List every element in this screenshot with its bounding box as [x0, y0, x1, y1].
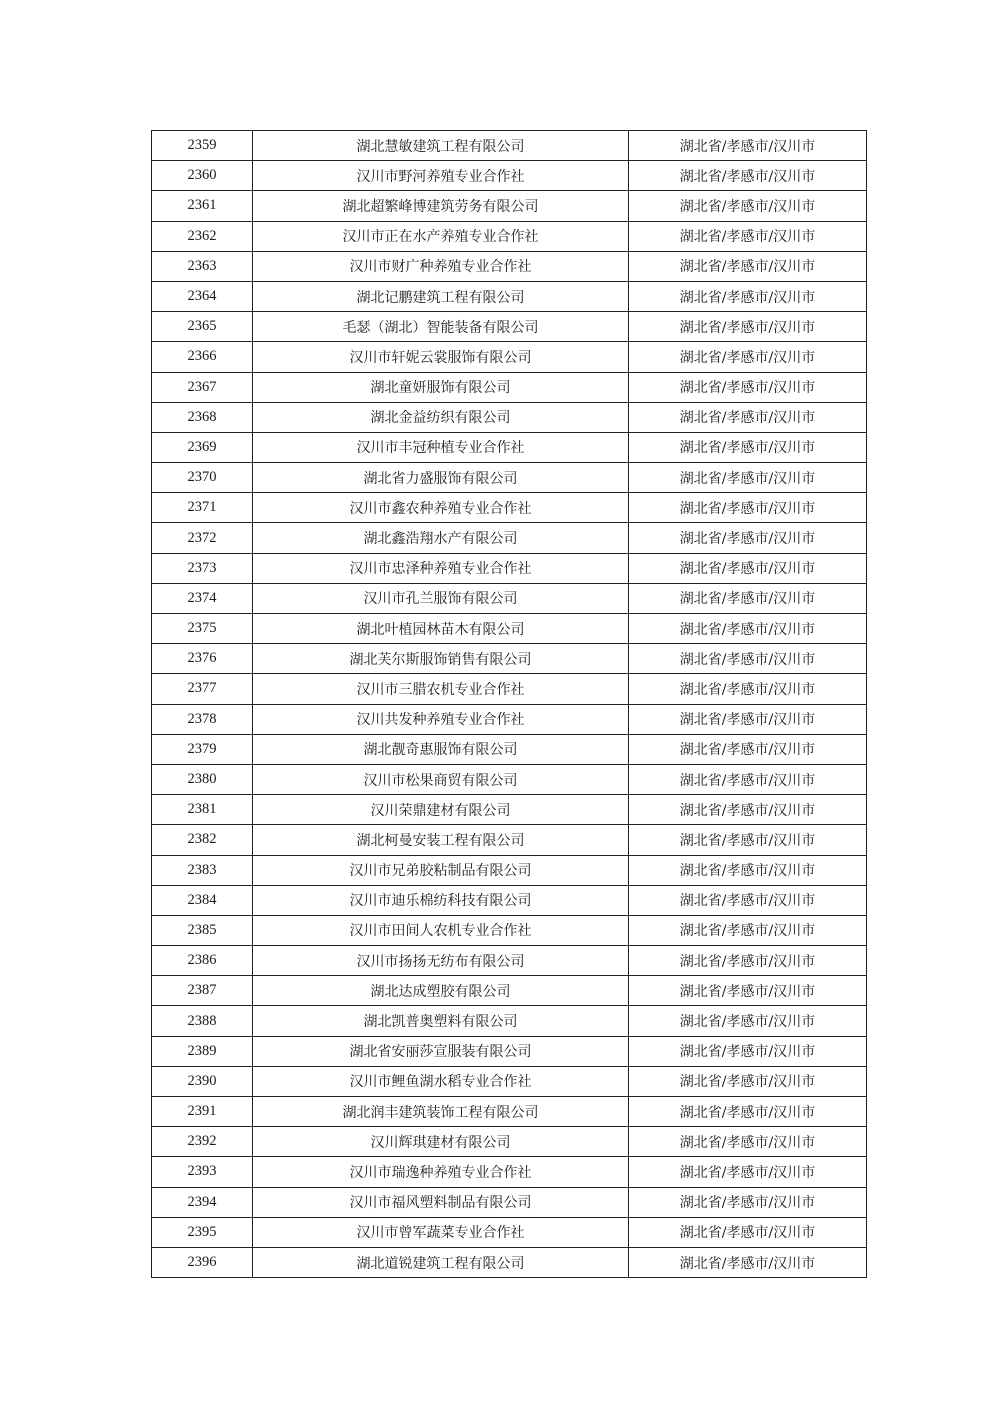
company-name-cell: 湖北达成塑胶有限公司	[253, 976, 629, 1006]
table-row	[152, 463, 867, 493]
table-row	[152, 342, 867, 372]
company-name-cell: 湖北叶植园林苗木有限公司	[253, 614, 629, 644]
location-cell: 湖北省/孝感市/汉川市	[629, 1127, 867, 1157]
row-number-cell: 2370	[152, 463, 253, 493]
table-row	[152, 131, 867, 161]
location-cell: 湖北省/孝感市/汉川市	[629, 161, 867, 191]
location-cell: 湖北省/孝感市/汉川市	[629, 553, 867, 583]
table-row	[152, 251, 867, 281]
row-number-cell: 2373	[152, 553, 253, 583]
location-cell: 湖北省/孝感市/汉川市	[629, 342, 867, 372]
company-name-cell: 汉川市孔兰服饰有限公司	[253, 583, 629, 613]
table-row	[152, 885, 867, 915]
row-number-cell: 2359	[152, 131, 253, 161]
company-name-cell: 湖北柯曼安装工程有限公司	[253, 825, 629, 855]
table-row	[152, 553, 867, 583]
company-name-cell: 汉川市财广种养殖专业合作社	[253, 251, 629, 281]
table-row	[152, 221, 867, 251]
row-number-cell: 2377	[152, 674, 253, 704]
location-cell: 湖北省/孝感市/汉川市	[629, 915, 867, 945]
company-name-cell: 湖北凯普奥塑料有限公司	[253, 1006, 629, 1036]
table-row	[152, 915, 867, 945]
row-number-cell: 2367	[152, 372, 253, 402]
company-name-cell: 汉川市瑞逸种养殖专业合作社	[253, 1157, 629, 1187]
row-number-cell: 2372	[152, 523, 253, 553]
location-cell: 湖北省/孝感市/汉川市	[629, 734, 867, 764]
company-name-cell: 汉川市兄弟胶粘制品有限公司	[253, 855, 629, 885]
location-cell: 湖北省/孝感市/汉川市	[629, 764, 867, 794]
row-number-cell: 2390	[152, 1066, 253, 1096]
table-row	[152, 372, 867, 402]
company-name-cell: 汉川市迪乐棉纺科技有限公司	[253, 885, 629, 915]
row-number-cell: 2379	[152, 734, 253, 764]
table-row	[152, 1187, 867, 1217]
table-row	[152, 795, 867, 825]
company-name-cell: 汉川荣鼎建材有限公司	[253, 795, 629, 825]
location-cell: 湖北省/孝感市/汉川市	[629, 1006, 867, 1036]
location-cell: 湖北省/孝感市/汉川市	[629, 614, 867, 644]
location-cell: 湖北省/孝感市/汉川市	[629, 432, 867, 462]
row-number-cell: 2360	[152, 161, 253, 191]
row-number-cell: 2396	[152, 1247, 253, 1277]
table-row	[152, 161, 867, 191]
location-cell: 湖北省/孝感市/汉川市	[629, 493, 867, 523]
company-name-cell: 汉川市野河养殖专业合作社	[253, 161, 629, 191]
location-cell: 湖北省/孝感市/汉川市	[629, 1036, 867, 1066]
location-cell: 湖北省/孝感市/汉川市	[629, 463, 867, 493]
company-name-cell: 汉川市正在水产养殖专业合作社	[253, 221, 629, 251]
row-number-cell: 2394	[152, 1187, 253, 1217]
row-number-cell: 2366	[152, 342, 253, 372]
location-cell: 湖北省/孝感市/汉川市	[629, 644, 867, 674]
table-row	[152, 1217, 867, 1247]
company-name-cell: 汉川市忠泽种养殖专业合作社	[253, 553, 629, 583]
company-name-cell: 汉川市轩妮云裳服饰有限公司	[253, 342, 629, 372]
location-cell: 湖北省/孝感市/汉川市	[629, 251, 867, 281]
table-row	[152, 523, 867, 553]
table-row	[152, 1006, 867, 1036]
table-row	[152, 402, 867, 432]
company-name-cell: 湖北靓奇惠服饰有限公司	[253, 734, 629, 764]
row-number-cell: 2386	[152, 946, 253, 976]
row-number-cell: 2376	[152, 644, 253, 674]
company-name-cell: 汉川市丰冠种植专业合作社	[253, 432, 629, 462]
row-number-cell: 2388	[152, 1006, 253, 1036]
location-cell: 湖北省/孝感市/汉川市	[629, 704, 867, 734]
row-number-cell: 2378	[152, 704, 253, 734]
row-number-cell: 2365	[152, 312, 253, 342]
table-row	[152, 764, 867, 794]
table-row	[152, 493, 867, 523]
location-cell: 湖北省/孝感市/汉川市	[629, 825, 867, 855]
row-number-cell: 2363	[152, 251, 253, 281]
company-name-cell: 汉川市曾军蔬菜专业合作社	[253, 1217, 629, 1247]
company-name-cell: 汉川共发种养殖专业合作社	[253, 704, 629, 734]
location-cell: 湖北省/孝感市/汉川市	[629, 1097, 867, 1127]
company-name-cell: 汉川市福风塑料制品有限公司	[253, 1187, 629, 1217]
company-name-cell: 汉川市鑫农种养殖专业合作社	[253, 493, 629, 523]
table-row	[152, 432, 867, 462]
location-cell: 湖北省/孝感市/汉川市	[629, 674, 867, 704]
company-name-cell: 湖北记鹏建筑工程有限公司	[253, 281, 629, 311]
company-name-cell: 汉川市松果商贸有限公司	[253, 764, 629, 794]
table-row	[152, 191, 867, 221]
table-row	[152, 734, 867, 764]
company-name-cell: 毛瑟（湖北）智能装备有限公司	[253, 312, 629, 342]
table-row	[152, 825, 867, 855]
table-row	[152, 614, 867, 644]
table-row	[152, 946, 867, 976]
company-name-cell: 汉川市鲤鱼湖水稻专业合作社	[253, 1066, 629, 1096]
row-number-cell: 2362	[152, 221, 253, 251]
location-cell: 湖北省/孝感市/汉川市	[629, 191, 867, 221]
table-row	[152, 1247, 867, 1277]
row-number-cell: 2364	[152, 281, 253, 311]
table-row	[152, 1157, 867, 1187]
company-name-cell: 湖北道锐建筑工程有限公司	[253, 1247, 629, 1277]
location-cell: 湖北省/孝感市/汉川市	[629, 946, 867, 976]
company-name-cell: 湖北鑫浩翔水产有限公司	[253, 523, 629, 553]
location-cell: 湖北省/孝感市/汉川市	[629, 523, 867, 553]
location-cell: 湖北省/孝感市/汉川市	[629, 312, 867, 342]
row-number-cell: 2392	[152, 1127, 253, 1157]
location-cell: 湖北省/孝感市/汉川市	[629, 795, 867, 825]
table-row	[152, 644, 867, 674]
row-number-cell: 2391	[152, 1097, 253, 1127]
row-number-cell: 2395	[152, 1217, 253, 1247]
row-number-cell: 2384	[152, 885, 253, 915]
row-number-cell: 2375	[152, 614, 253, 644]
location-cell: 湖北省/孝感市/汉川市	[629, 583, 867, 613]
location-cell: 湖北省/孝感市/汉川市	[629, 402, 867, 432]
table-row	[152, 1036, 867, 1066]
company-name-cell: 湖北芙尔斯服饰销售有限公司	[253, 644, 629, 674]
table-body	[152, 131, 867, 1278]
company-name-cell: 湖北超繁峰博建筑劳务有限公司	[253, 191, 629, 221]
table-row	[152, 976, 867, 1006]
location-cell: 湖北省/孝感市/汉川市	[629, 1187, 867, 1217]
table-row	[152, 674, 867, 704]
row-number-cell: 2387	[152, 976, 253, 1006]
table-row	[152, 583, 867, 613]
table-row	[152, 1097, 867, 1127]
row-number-cell: 2381	[152, 795, 253, 825]
location-cell: 湖北省/孝感市/汉川市	[629, 281, 867, 311]
company-name-cell: 湖北慧敏建筑工程有限公司	[253, 131, 629, 161]
row-number-cell: 2361	[152, 191, 253, 221]
row-number-cell: 2371	[152, 493, 253, 523]
company-name-cell: 汉川市三腊农机专业合作社	[253, 674, 629, 704]
location-cell: 湖北省/孝感市/汉川市	[629, 1157, 867, 1187]
company-name-cell: 汉川市田间人农机专业合作社	[253, 915, 629, 945]
row-number-cell: 2393	[152, 1157, 253, 1187]
row-number-cell: 2389	[152, 1036, 253, 1066]
company-name-cell: 湖北省安丽莎宣服装有限公司	[253, 1036, 629, 1066]
row-number-cell: 2369	[152, 432, 253, 462]
table-row	[152, 704, 867, 734]
row-number-cell: 2382	[152, 825, 253, 855]
company-name-cell: 湖北润丰建筑装饰工程有限公司	[253, 1097, 629, 1127]
location-cell: 湖北省/孝感市/汉川市	[629, 1066, 867, 1096]
location-cell: 湖北省/孝感市/汉川市	[629, 855, 867, 885]
location-cell: 湖北省/孝感市/汉川市	[629, 131, 867, 161]
table-row	[152, 312, 867, 342]
location-cell: 湖北省/孝感市/汉川市	[629, 221, 867, 251]
table-row	[152, 855, 867, 885]
company-registry-table	[151, 130, 867, 1278]
table-row	[152, 1127, 867, 1157]
company-name-cell: 湖北童妍服饰有限公司	[253, 372, 629, 402]
table-row	[152, 281, 867, 311]
table-row	[152, 1066, 867, 1096]
location-cell: 湖北省/孝感市/汉川市	[629, 976, 867, 1006]
row-number-cell: 2374	[152, 583, 253, 613]
row-number-cell: 2383	[152, 855, 253, 885]
location-cell: 湖北省/孝感市/汉川市	[629, 1217, 867, 1247]
location-cell: 湖北省/孝感市/汉川市	[629, 885, 867, 915]
location-cell: 湖北省/孝感市/汉川市	[629, 372, 867, 402]
company-name-cell: 汉川辉琪建材有限公司	[253, 1127, 629, 1157]
row-number-cell: 2380	[152, 764, 253, 794]
row-number-cell: 2368	[152, 402, 253, 432]
location-cell: 湖北省/孝感市/汉川市	[629, 1247, 867, 1277]
company-name-cell: 湖北金益纺织有限公司	[253, 402, 629, 432]
company-name-cell: 汉川市扬扬无纺布有限公司	[253, 946, 629, 976]
company-name-cell: 湖北省力盛服饰有限公司	[253, 463, 629, 493]
row-number-cell: 2385	[152, 915, 253, 945]
